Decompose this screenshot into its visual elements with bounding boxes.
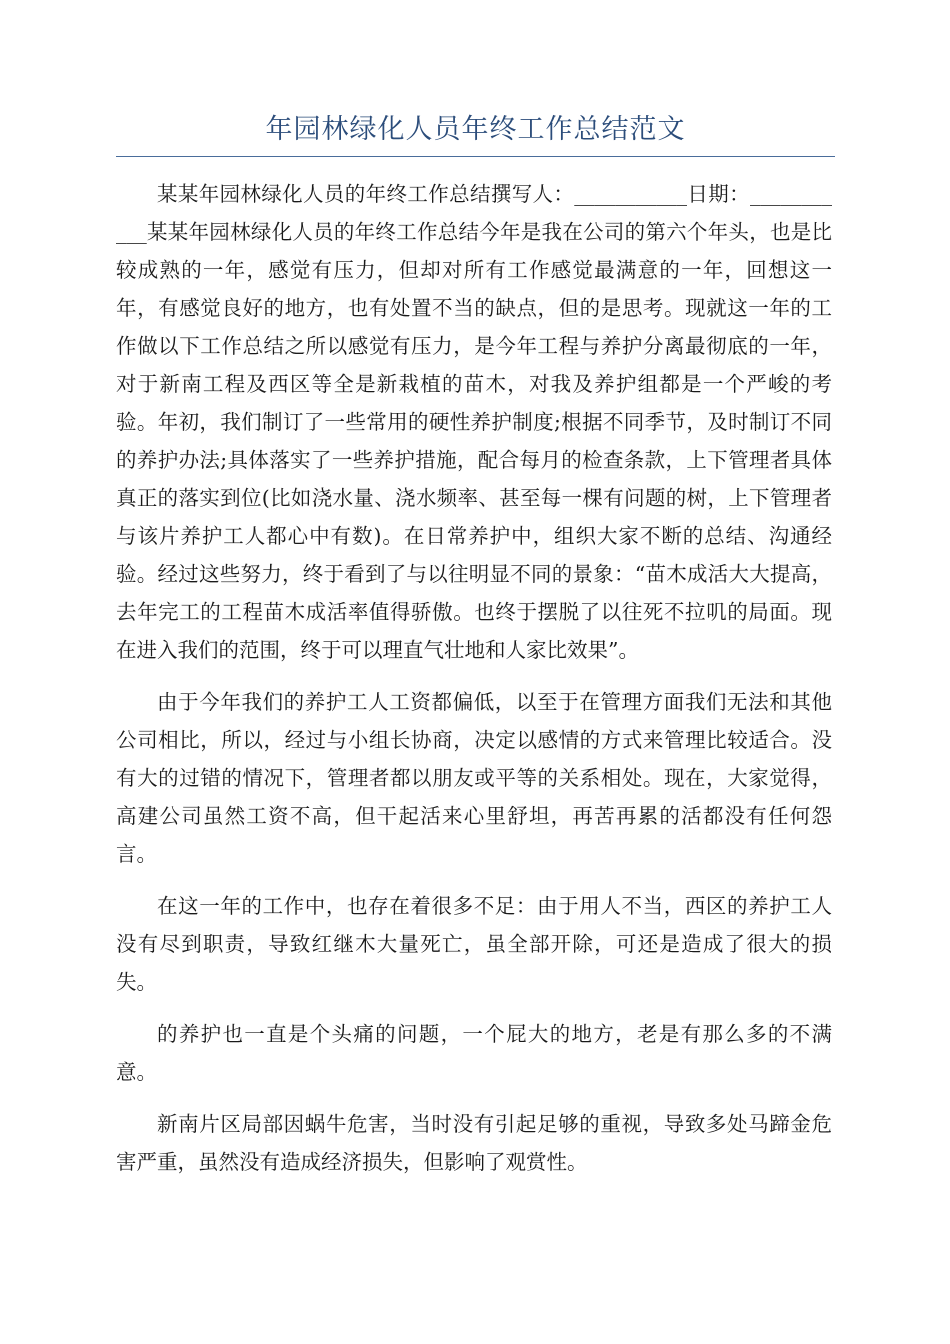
document-body	[116, 175, 832, 1195]
paragraph-1: 某某年园林绿化人员的年终工作总结撰写人：___________日期：___________某某年园林绿化人员的年终工作总结今年是我在公司的第六个年头，也是比较成熟的一年，感觉有压力，但却对所有工作感觉最满意的一年，回想这一年，有感觉良好的地方，也有处置不当的缺点，但的是思考。现就这一年的工作做以下工作总结之所以感觉有压力，是今年工程与养护分离最彻底的一年，对于新南工程及西区等全是新栽植的苗木，对我及养护组都是一个严峻的考验。年初，我们制订了一些常用的硬性养护制度;根据不同季节，及时制订不同的养护办法;具体落实了一些养护措施，配合每月的检查条款，上下管理者具体真正的落实到位(比如浇水量、浇水频率、甚至每一棵有问题的树，上下管理者与该片养护工人都心中有数)。在日常养护中，组织大家不断的总结、沟通经验。经过这些努力，终于看到了与以往明显不同的景象：“苗木成活大大提高，去年完工的工程苗木成活率值得骄傲。也终于摆脱了以往死不拉叽的局面。现在进入我们的范围，终于可以理直气壮地和人家比效果”。	[116, 182, 832, 662]
paragraph-3: 在这一年的工作中，也存在着很多不足：由于用人不当，西区的养护工人没有尽到职责，导致红继木大量死亡，虽全部开除，可还是造成了很大的损失。	[116, 894, 832, 994]
page-title: 年园林绿化人员年终工作总结范文	[265, 114, 686, 145]
paragraph-2: 由于今年我们的养护工人工资都偏低，以至于在管理方面我们无法和其他公司相比，所以，经过与小组长协商，决定以感情的方式来管理比较适合。没有大的过错的情况下，管理者都以朋友或平等的关系相处。现在，大家觉得，高建公司虽然工资不高，但干起活来心里舒坦，再苦再累的活都没有任何怨言。	[116, 690, 832, 866]
paragraph-4: 的养护也一直是个头痛的问题，一个屁大的地方，老是有那么多的不满意。	[116, 1022, 832, 1084]
title-block	[116, 108, 835, 157]
paragraph-5: 新南片区局部因蜗牛危害，当时没有引起足够的重视，导致多处马蹄金危害严重，虽然没有造成经济损失，但影响了观赏性。	[116, 1112, 832, 1174]
